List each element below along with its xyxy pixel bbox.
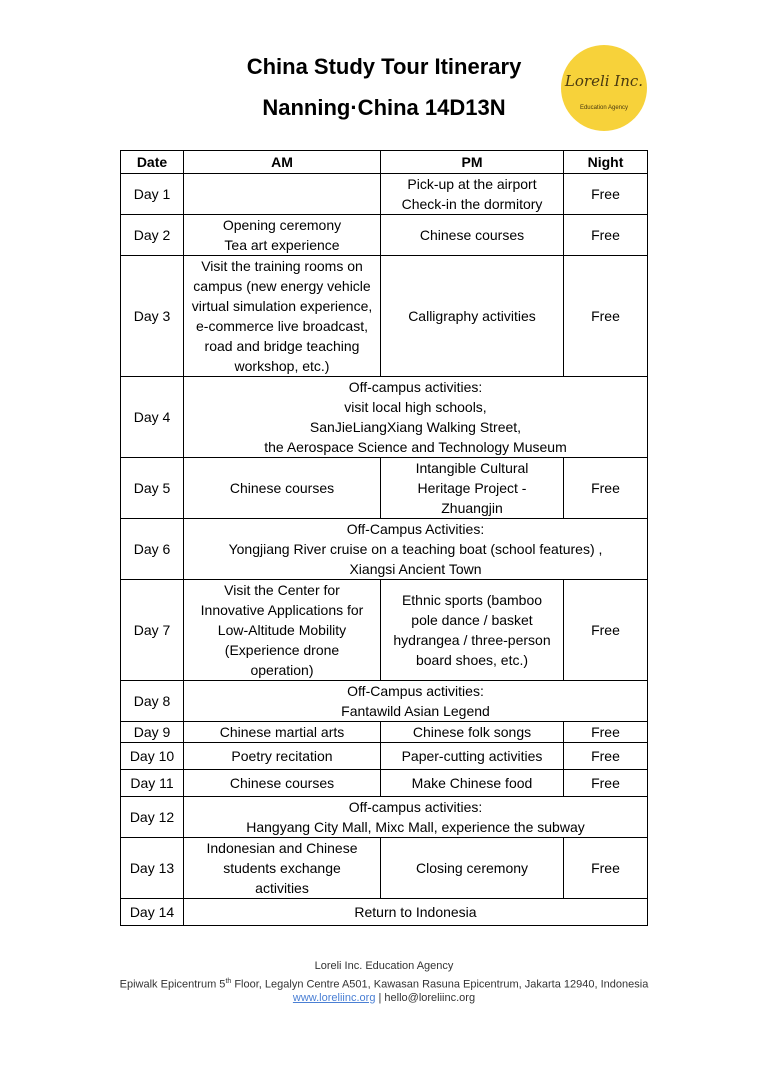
table-row [121, 174, 648, 215]
cell-pm-line: Make Chinese food [411, 775, 533, 791]
cell-am [184, 174, 381, 215]
cell-activity-span-line: the Aerospace Science and Technology Museum [264, 439, 567, 455]
cell-pm-line: Paper-cutting activities [401, 748, 543, 764]
cell-night: Free [564, 743, 648, 770]
cell-activity-span-line: Off-Campus activities: [347, 683, 484, 699]
cell-am-line: Opening ceremony [222, 217, 342, 233]
table-row [121, 256, 648, 377]
cell-am-line: Tea art experience [224, 237, 340, 253]
cell-night: Free [564, 770, 648, 797]
cell-night: Free [564, 458, 648, 519]
cell-night: Free [564, 722, 648, 743]
cell-activity-span-line: Return to Indonesia [354, 904, 477, 920]
cell-pm-line: pole dance / basket [411, 612, 533, 628]
cell-am [184, 215, 381, 256]
cell-pm-line: Zhuangjin [441, 500, 503, 516]
header-pm: PM [381, 151, 564, 174]
table-row [121, 797, 648, 838]
table-row [121, 770, 648, 797]
cell-activity-span-line: Xiangsi Ancient Town [349, 561, 482, 577]
cell-night: Free [564, 838, 648, 899]
cell-pm-line: Pick-up at the airport [407, 176, 537, 192]
cell-activity-span [184, 797, 648, 838]
table-row [121, 458, 648, 519]
table-header-row [121, 151, 648, 174]
cell-pm [381, 838, 564, 899]
cell-am-line: Low-Altitude Mobility [217, 622, 347, 638]
header-am: AM [184, 151, 381, 174]
cell-am-line: e-commerce live broadcast, [196, 318, 368, 334]
cell-activity-span-line: SanJieLiangXiang Walking Street, [309, 419, 522, 435]
cell-pm-line: Intangible Cultural [415, 460, 529, 476]
cell-pm [381, 743, 564, 770]
logo-tagline: Education Agency [579, 105, 629, 111]
cell-pm [381, 458, 564, 519]
table-row [121, 519, 648, 580]
cell-date: Day 9 [121, 722, 184, 743]
page-title: China Study Tour Itinerary [246, 54, 522, 79]
website-link[interactable]: www.loreliinc.org [292, 992, 376, 1004]
company-logo [561, 45, 647, 131]
table-row [121, 722, 648, 743]
cell-activity-span [184, 519, 648, 580]
footer-address-pre: Epiwalk Epicentrum 5 [119, 978, 226, 991]
cell-am-line: operation) [250, 662, 314, 678]
cell-activity-span-line: Off-campus activities: [348, 799, 483, 815]
page-subtitle: Nanning·China 14D13N [262, 95, 506, 120]
cell-pm-line: Closing ceremony [415, 860, 529, 876]
table-row [121, 215, 648, 256]
cell-am [184, 770, 381, 797]
cell-pm-line: Calligraphy activities [408, 308, 536, 324]
cell-night: Free [564, 174, 648, 215]
cell-date: Day 1 [121, 174, 184, 215]
cell-am-line: students exchange [223, 860, 341, 876]
cell-am-line: road and bridge teaching [204, 338, 360, 354]
cell-am-line: Visit the training rooms on [201, 258, 363, 274]
cell-date: Day 14 [121, 899, 184, 926]
cell-pm [381, 580, 564, 681]
table-row [121, 377, 648, 458]
cell-am-line: Innovative Applications for [200, 602, 364, 618]
table-row [121, 743, 648, 770]
cell-pm-line: Ethnic sports (bamboo [401, 592, 543, 608]
cell-am [184, 458, 381, 519]
footer-separator: | [375, 992, 385, 1004]
cell-pm-line: Chinese folk songs [412, 724, 532, 740]
cell-activity-span [184, 377, 648, 458]
cell-night: Free [564, 215, 648, 256]
cell-pm [381, 215, 564, 256]
cell-am-line: workshop, etc.) [234, 358, 330, 374]
cell-activity-span [184, 899, 648, 926]
cell-pm-line: board shoes, etc.) [415, 652, 529, 668]
cell-date: Day 5 [121, 458, 184, 519]
cell-am-line: virtual simulation experience, [191, 298, 373, 314]
table-row [121, 681, 648, 722]
cell-am-line: activities [255, 880, 309, 896]
cell-pm-line: Check-in the dormitory [401, 196, 543, 212]
table-row [121, 580, 648, 681]
cell-am-line: campus (new energy vehicle [193, 278, 371, 294]
cell-pm [381, 770, 564, 797]
cell-am-line: Chinese martial arts [219, 724, 345, 740]
cell-am [184, 838, 381, 899]
cell-date: Day 3 [121, 256, 184, 377]
cell-pm [381, 722, 564, 743]
cell-am [184, 722, 381, 743]
cell-pm-line: Heritage Project - [417, 480, 527, 496]
cell-date: Day 6 [121, 519, 184, 580]
cell-date: Day 13 [121, 838, 184, 899]
footer-company: Loreli Inc. Education Agency [314, 960, 454, 972]
table-row [121, 838, 648, 899]
cell-activity-span [184, 681, 648, 722]
itinerary-table [120, 150, 648, 926]
cell-am-line: Indonesian and Chinese [206, 840, 358, 856]
cell-date: Day 2 [121, 215, 184, 256]
cell-am-line: Poetry recitation [231, 748, 333, 764]
cell-activity-span-line: Off-campus activities: [348, 379, 483, 395]
cell-activity-span-line: Hangyang City Mall, Mixc Mall, experience the subway [246, 819, 585, 835]
cell-am-line: (Experience drone [224, 642, 340, 658]
table-row [121, 899, 648, 926]
header-night: Night [564, 151, 648, 174]
cell-date: Day 8 [121, 681, 184, 722]
cell-am [184, 743, 381, 770]
cell-activity-span-line: Yongjiang River cruise on a teaching boat (school features) , [228, 541, 603, 557]
logo-name: Loreli Inc. [564, 72, 644, 90]
cell-am [184, 580, 381, 681]
cell-am-line: Visit the Center for [224, 582, 340, 598]
cell-activity-span-line: visit local high schools, [344, 399, 487, 415]
footer-address-sup: th [225, 978, 232, 985]
cell-am-line: Chinese courses [229, 775, 335, 791]
cell-activity-span-line: Off-Campus Activities: [346, 521, 485, 537]
footer-address-post: Floor, Legalyn Centre A501, Kawasan Rasuna Epicentrum, Jakarta 12940, Indonesia [231, 978, 649, 991]
cell-date: Day 12 [121, 797, 184, 838]
header-date: Date [121, 151, 184, 174]
email-text: hello@loreliinc.org [384, 992, 476, 1004]
cell-night: Free [564, 580, 648, 681]
cell-activity-span-line: Fantawild Asian Legend [341, 703, 490, 719]
cell-pm-line: Chinese courses [419, 227, 525, 243]
cell-pm-line: hydrangea / three-person [393, 632, 551, 648]
cell-date: Day 7 [121, 580, 184, 681]
cell-date: Day 11 [121, 770, 184, 797]
cell-night: Free [564, 256, 648, 377]
cell-am [184, 256, 381, 377]
footer-contact [0, 990, 768, 1006]
cell-date: Day 10 [121, 743, 184, 770]
cell-am-line: Chinese courses [229, 480, 335, 496]
cell-pm [381, 174, 564, 215]
cell-pm [381, 256, 564, 377]
cell-date: Day 4 [121, 377, 184, 458]
